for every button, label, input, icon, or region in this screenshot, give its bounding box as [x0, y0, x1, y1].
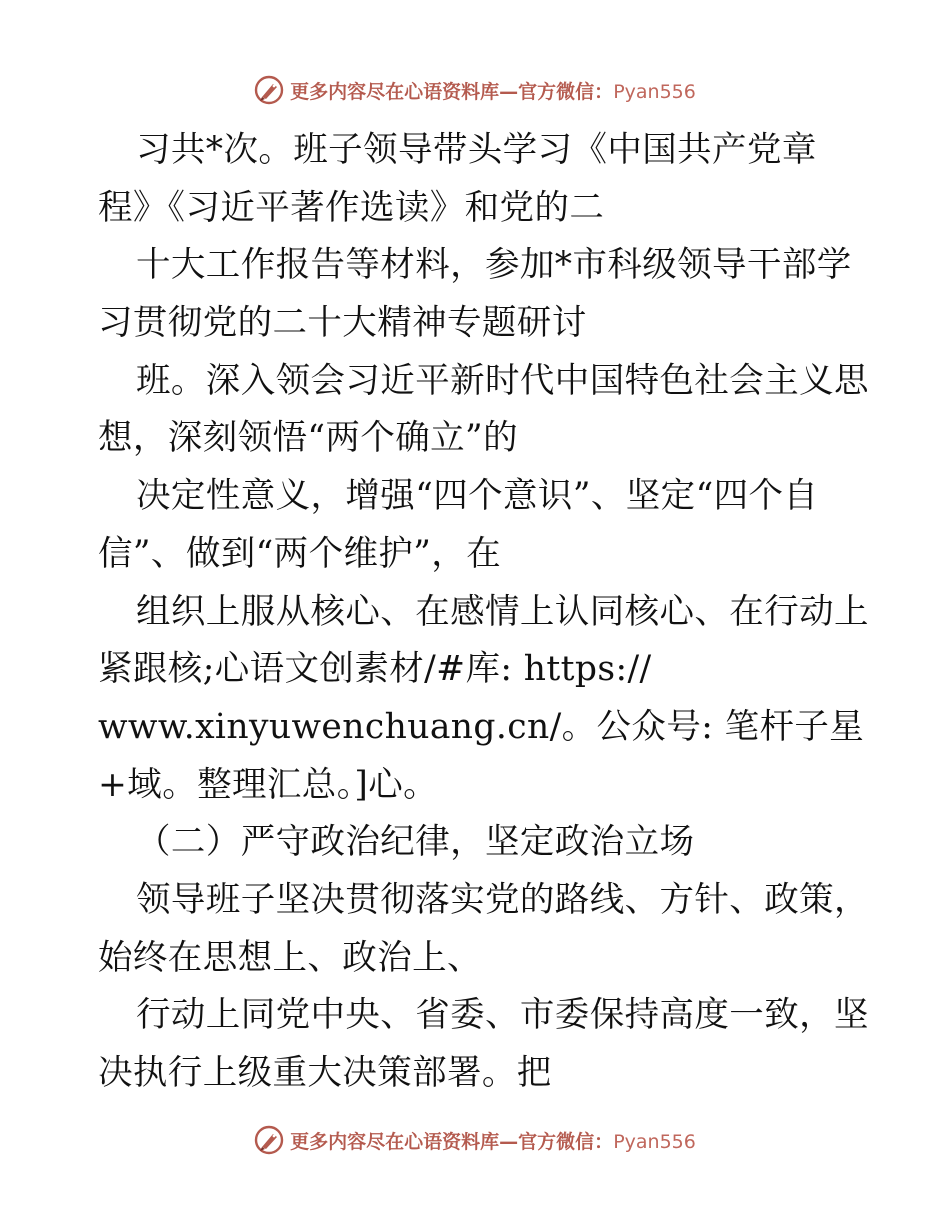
paragraph-line: 行动上同党中央、省委、市委保持高度一致，坚 [136, 995, 869, 1036]
document-body [98, 122, 868, 1103]
header-banner-suffix: 官方微信： [518, 80, 614, 103]
header-banner-separator: — [499, 80, 519, 103]
pen-nib-logo-icon [254, 1125, 284, 1155]
footer-banner-title: 更多内容尽在心语资料库 [290, 1130, 500, 1153]
footer-banner-suffix: 官方微信： [518, 1130, 614, 1153]
footer-banner-handle: Pyan556 [613, 1130, 696, 1153]
footer-banner-separator: — [499, 1130, 519, 1153]
paragraph-line: （二）严守政治纪律，坚定政治立场 [136, 822, 695, 863]
paragraph-line: 决执行上级重大决策部署。把 [98, 1053, 552, 1093]
paragraph-line: 习共*次。班子领导带头学习《中国共产党章 [136, 130, 817, 170]
footer-banner [0, 1120, 950, 1160]
paragraph-line: 决定性意义，增强“四个意识”、坚定“四个自 [136, 476, 819, 517]
paragraph-line: 十大工作报告等材料，参加*市科级领导干部学 [136, 245, 852, 286]
header-banner-handle: Pyan556 [613, 80, 696, 103]
paragraph-line: +域。整理汇总。]心。 [98, 764, 439, 805]
paragraph-line: www.xinyuwenchuang.cn/。公众号: 笔杆子星 [98, 706, 865, 747]
header-banner-title: 更多内容尽在心语资料库 [290, 80, 500, 103]
paragraph-line: 想，深刻领悟“两个确立”的 [98, 418, 518, 459]
paragraph-line: 信”、做到“两个维护”，在 [98, 533, 502, 574]
pen-nib-logo-icon [254, 75, 284, 105]
footer-banner-text [290, 1127, 696, 1154]
paragraph-line: 程》《习近平著作选读》和党的二 [98, 187, 605, 228]
paragraph-line: 组织上服从核心、在感情上认同核心、在行动上 [136, 591, 869, 632]
paragraph-line: 领导班子坚决贯彻落实党的路线、方针、政策， [136, 879, 869, 920]
paragraph-line: 习贯彻党的二十大精神专题研讨 [98, 303, 587, 344]
paragraph-line: 紧跟核;心语文创素材/#库: https:// [98, 649, 652, 690]
header-banner [0, 70, 950, 110]
paragraph-line: 始终在思想上、政治上、 [98, 937, 482, 978]
header-banner-text [290, 77, 696, 104]
paragraph-line: 班。深入领会习近平新时代中国特色社会主义思 [136, 360, 869, 401]
